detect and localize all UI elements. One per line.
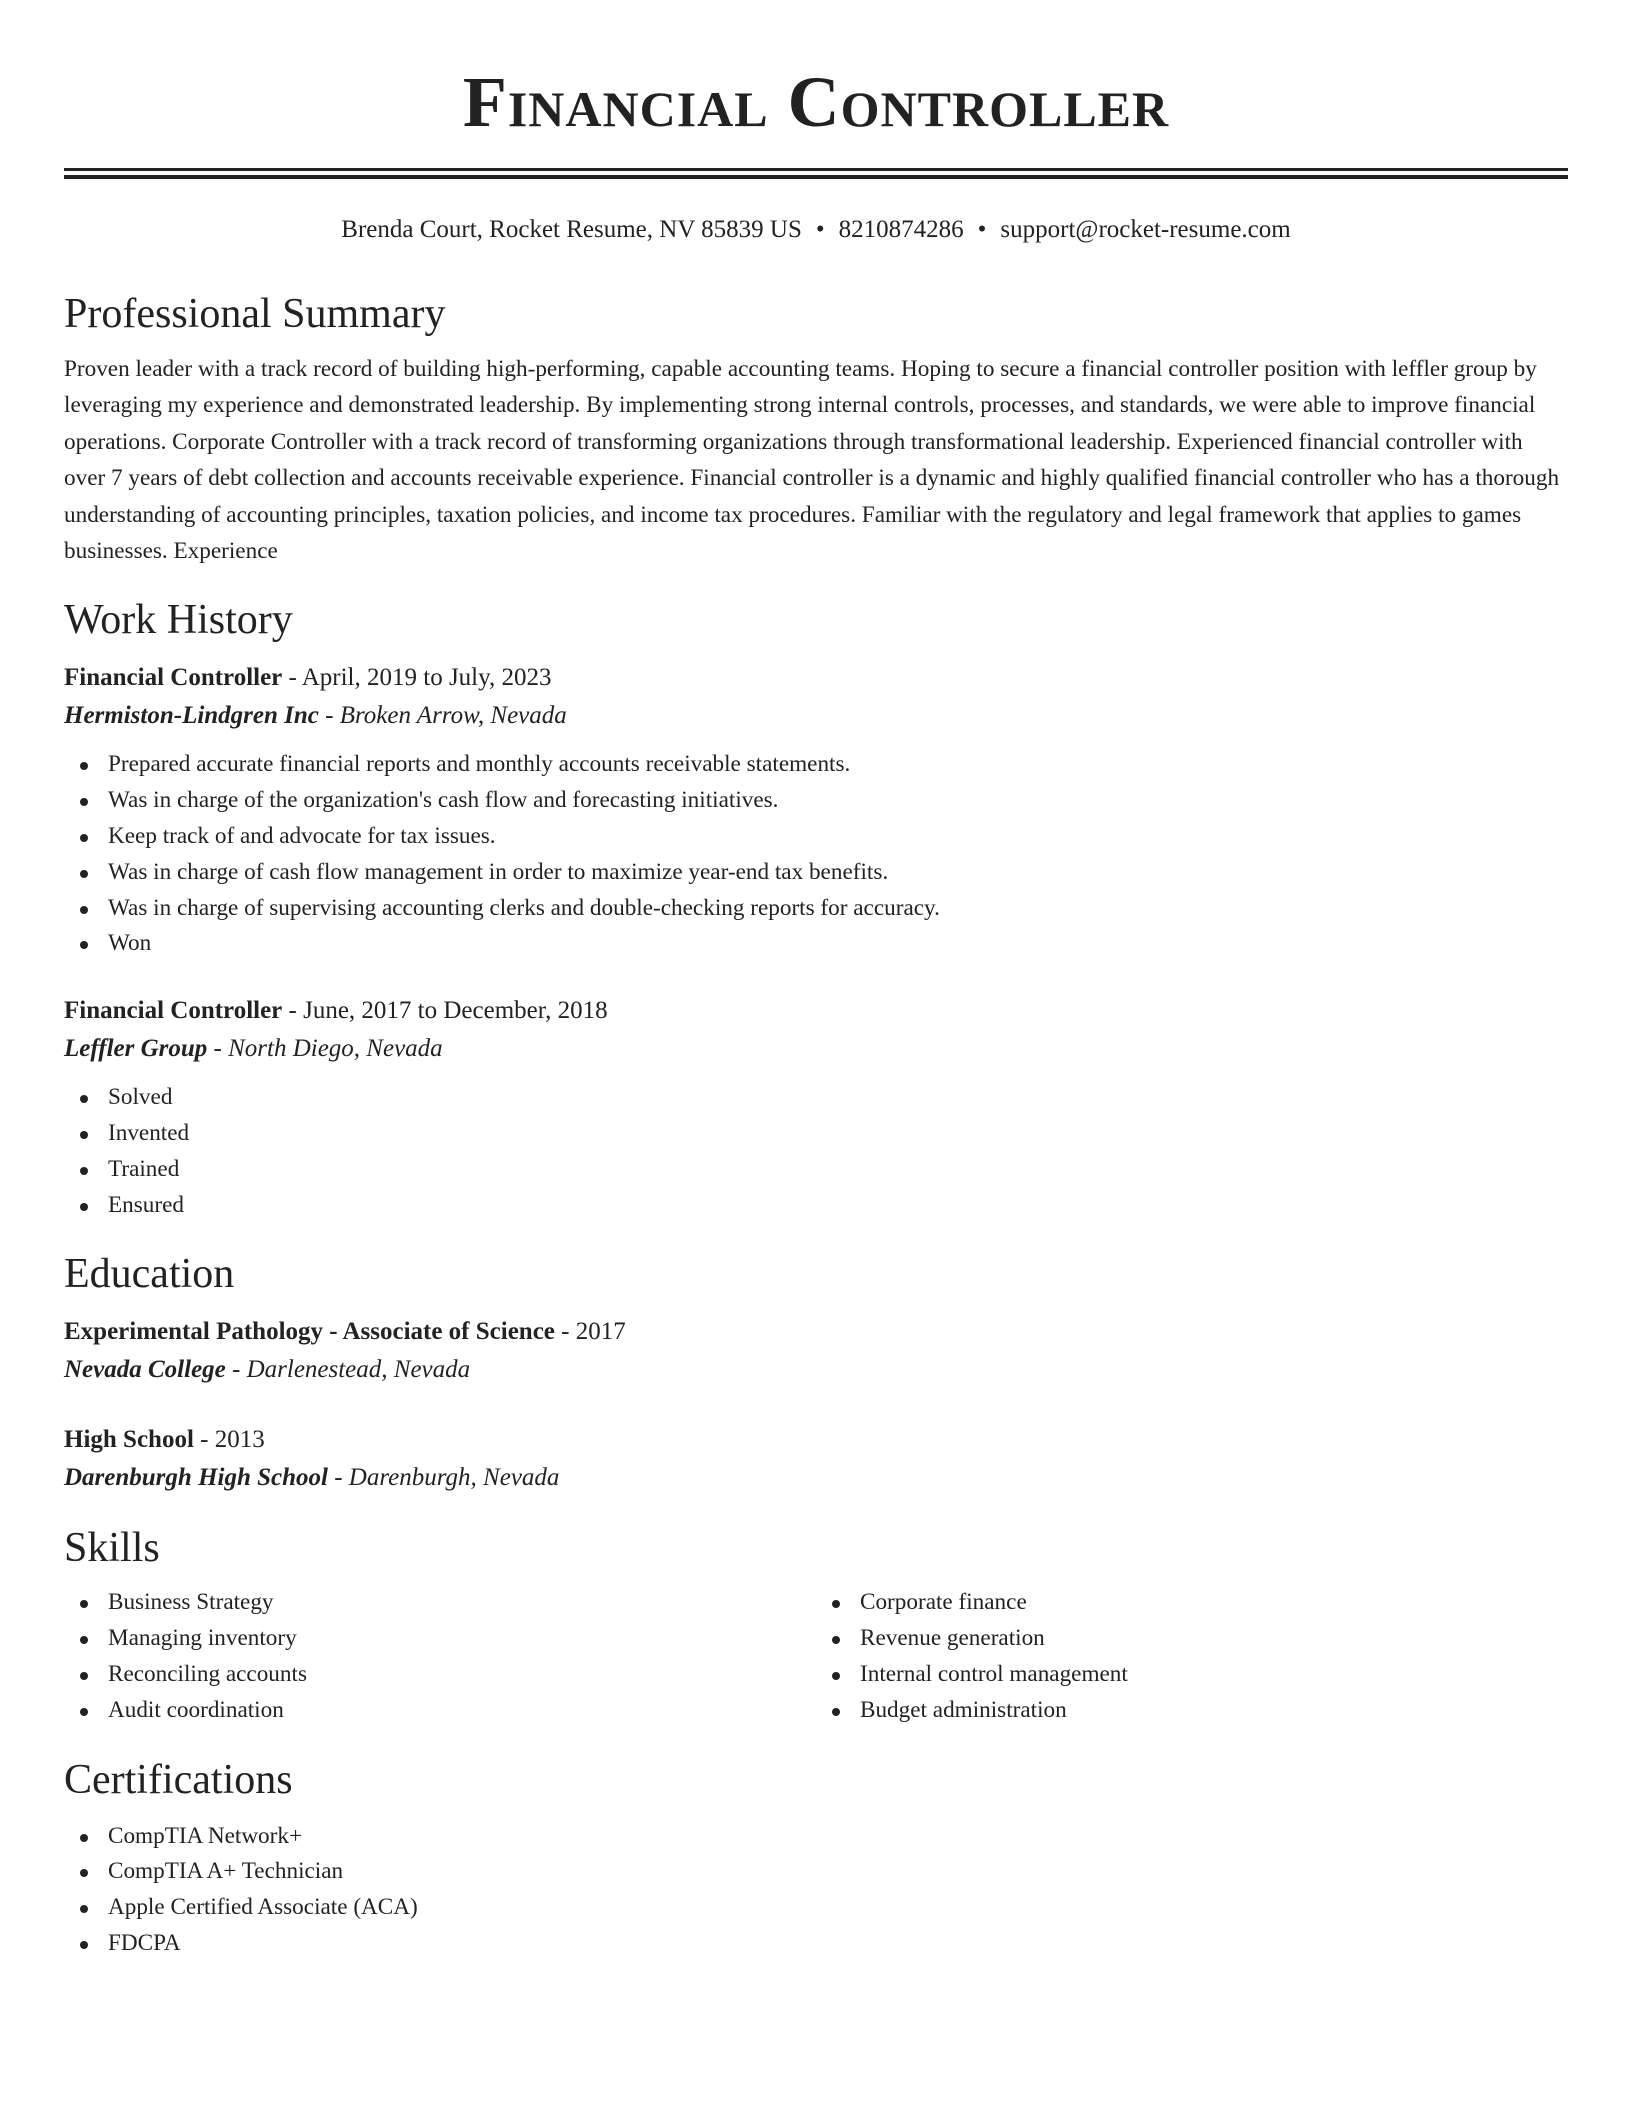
list-item: Trained: [64, 1152, 1568, 1188]
job-role: Financial Controller: [64, 997, 283, 1025]
job-title-line: [64, 992, 1568, 1030]
list-item: Corporate finance: [816, 1585, 1568, 1621]
education-entry: [64, 1313, 1568, 1389]
list-item: CompTIA Network+: [64, 1819, 1568, 1855]
list-item: Ensured: [64, 1188, 1568, 1224]
education-degree-line: [64, 1421, 1568, 1459]
contact-line: [64, 213, 1568, 247]
list-item: Apple Certified Associate (ACA): [64, 1890, 1568, 1926]
list-item: Keep track of and advocate for tax issues.: [64, 819, 1568, 855]
education-entry: [64, 1421, 1568, 1497]
education-school-line: [64, 1351, 1568, 1389]
contact-address: Brenda Court, Rocket Resume, NV 85839 US: [341, 216, 802, 243]
job-bullets: [64, 747, 1568, 962]
title-divider: [64, 168, 1568, 179]
list-item: Was in charge of the organization's cash flow and forecasting initiatives.: [64, 783, 1568, 819]
job-entry: [64, 659, 1568, 962]
list-item: Prepared accurate financial reports and monthly accounts receivable statements.: [64, 747, 1568, 783]
job-title-line: [64, 659, 1568, 697]
job-entry: [64, 992, 1568, 1223]
education-degree: Experimental Pathology - Associate of Science: [64, 1318, 555, 1346]
contact-separator: •: [815, 216, 825, 243]
list-item: Business Strategy: [64, 1585, 816, 1621]
education-location: - Darlenestead, Nevada: [225, 1356, 471, 1384]
list-item: Managing inventory: [64, 1621, 816, 1657]
list-item: Was in charge of cash flow management in order to maximize year-end tax benefits.: [64, 855, 1568, 891]
job-company: Hermiston-Lindgren Inc: [64, 702, 319, 730]
education-degree-line: [64, 1313, 1568, 1351]
certifications-list: [64, 1819, 1568, 1962]
contact-separator: •: [977, 216, 987, 243]
certifications-heading: Certifications: [64, 1756, 293, 1803]
contact-email: support@rocket-resume.com: [1000, 216, 1291, 243]
skills-grid: [64, 1585, 1568, 1728]
education-school-line: [64, 1459, 1568, 1497]
contact-phone: 8210874286: [838, 216, 964, 243]
education-location: - Darenburgh, Nevada: [327, 1464, 560, 1492]
skills-heading: Skills: [64, 1525, 160, 1572]
education-degree: High School: [64, 1426, 194, 1454]
skills-left-column: [64, 1585, 816, 1728]
list-item: Invented: [64, 1116, 1568, 1152]
list-item: FDCPA: [64, 1926, 1568, 1962]
job-location: - North Diego, Nevada: [207, 1035, 443, 1063]
education-year: - 2013: [193, 1426, 265, 1454]
list-item: Reconciling accounts: [64, 1657, 816, 1693]
education-school: Nevada College: [64, 1356, 226, 1384]
list-item: CompTIA A+ Technician: [64, 1854, 1568, 1890]
list-item: Revenue generation: [816, 1621, 1568, 1657]
summary-heading: Professional Summary: [64, 291, 446, 337]
skills-right-column: [816, 1585, 1568, 1728]
job-company: Leffler Group: [64, 1035, 208, 1063]
education-heading: Education: [64, 1251, 235, 1298]
list-item: Won: [64, 926, 1568, 962]
summary-text: Proven leader with a track record of building high-performing, capable accounting teams. Hoping to secure a financial controller position with leffler group by leveraging my experience and demonstrated leadership. By implementing strong internal controls, processes, and standards, we were able to improve financial operations. Corporate Controller with a track record of transforming organizations through transformational leadership. Experienced financial controller with over 7 years of debt collection and accounts receivable experience. Financial controller is a dynamic and highly qualified financial controller who has a thorough understanding of accounting principles, taxation policies, and income tax procedures. Familiar with the regulatory and legal framework that applies to games businesses. Experience: [64, 356, 1560, 565]
job-dates: - April, 2019 to July, 2023: [282, 664, 552, 692]
job-role: Financial Controller: [64, 664, 283, 692]
list-item: Was in charge of supervising accounting clerks and double-checking reports for accuracy.: [64, 891, 1568, 927]
list-item: Solved: [64, 1080, 1568, 1116]
job-bullets: [64, 1080, 1568, 1223]
job-dates: - June, 2017 to December, 2018: [282, 997, 608, 1025]
job-company-line: [64, 1030, 1568, 1068]
education-school: Darenburgh High School: [64, 1464, 328, 1492]
job-location: - Broken Arrow, Nevada: [318, 702, 567, 730]
work-history-heading: Work History: [64, 597, 293, 644]
list-item: Internal control management: [816, 1657, 1568, 1693]
job-company-line: [64, 697, 1568, 735]
list-item: Budget administration: [816, 1693, 1568, 1729]
education-year: - 2017: [554, 1318, 626, 1346]
resume-title: Financial Controller: [462, 62, 1170, 142]
list-item: Audit coordination: [64, 1693, 816, 1729]
